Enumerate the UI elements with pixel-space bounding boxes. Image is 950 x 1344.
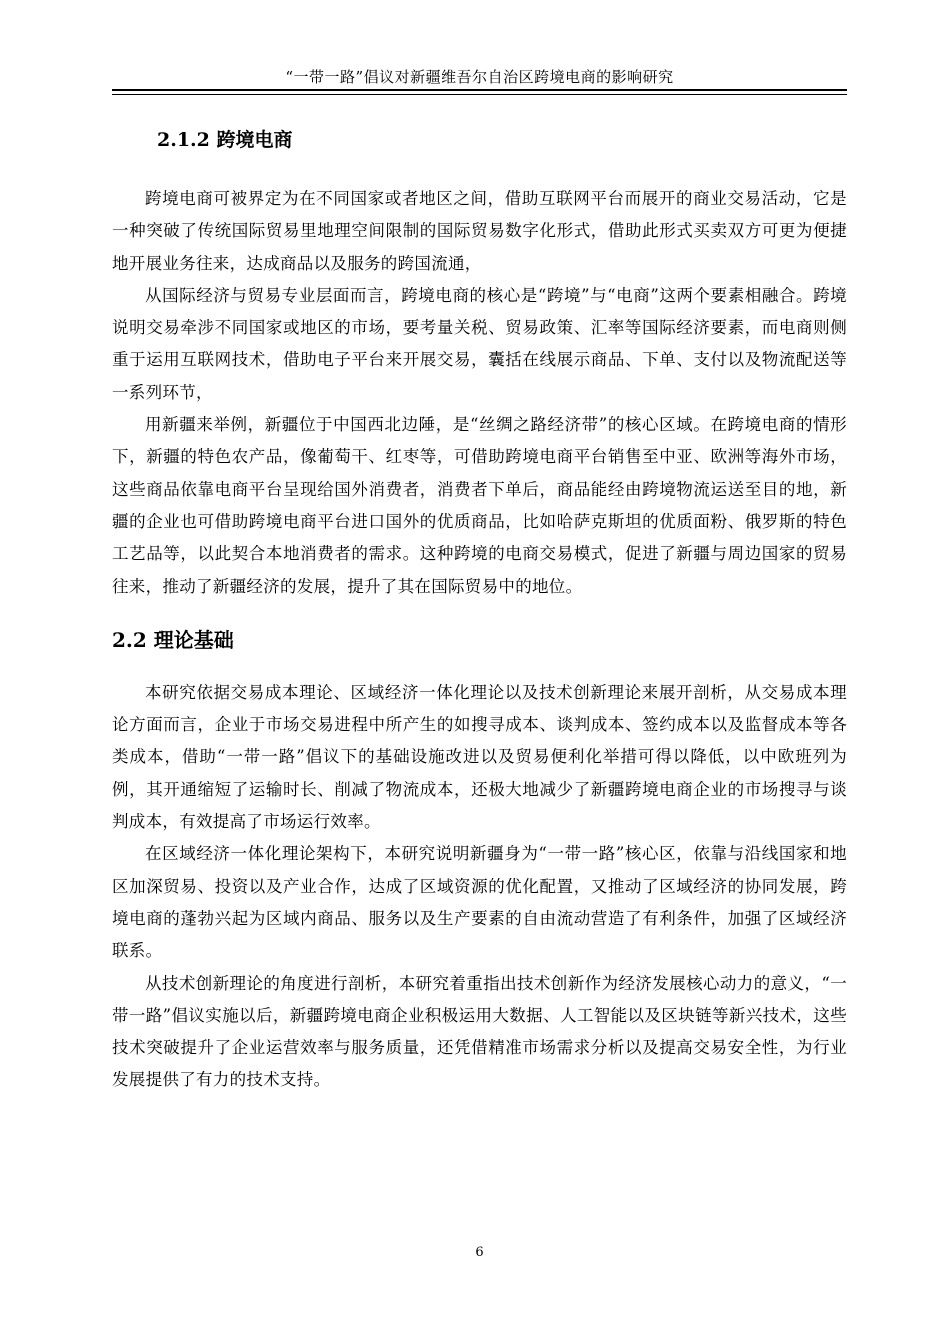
paragraph-xinjiang-example: 用新疆来举例，新疆位于中国西北边陲，是“丝绸之路经济带”的核心区域。在跨境电商的情形下，新疆的特色农产品，像葡萄干、红枣等，可借助跨境电商平台销售至中亚、欧洲等海外市场，这些商品依靠电商平台呈现给国外消费者，消费者下单后，商品能经由跨境物流运送至目的地，新疆的企业也可借助跨境电商平台进口国外的优质商品，比如哈萨克斯坦的优质面粉、俄罗斯的特色工艺品等，以此契合本地消费者的需求。这种跨境的电商交易模式，促进了新疆与周边国家的贸易往来，推动了新疆经济的发展，提升了其在国际贸易中的地位。	[112, 415, 847, 596]
section-heading-2-1-2: 2.1.2 跨境电商	[157, 129, 293, 151]
page-number: 6	[475, 1245, 484, 1260]
running-header: “一带一路”倡议对新疆维吾尔自治区跨境电商的影响研究	[285, 68, 674, 86]
paragraph-regional-integration-theory: 在区域经济一体化理论架构下，本研究说明新疆身为“一带一路”核心区，依靠与沿线国家和地区加深贸易、投资以及产业合作，达成了区域资源的优化配置，又推动了区域经济的协同发展，跨境电商的蓬勃兴起为区域内商品、服务以及生产要素的自由流动营造了有利条件，加强了区域经济联系。	[112, 844, 847, 961]
paragraph-cross-border-definition: 跨境电商可被界定为在不同国家或者地区之间，借助互联网平台而展开的商业交易活动，它是一种突破了传统国际贸易里地理空间限制的国际贸易数字化形式，借助此形式买卖双方可更为便捷地开展业务往来，达成商品以及服务的跨国流通，	[112, 189, 847, 273]
header-rule	[112, 89, 847, 91]
paragraph-technology-innovation-theory: 从技术创新理论的角度进行剖析，本研究着重指出技术创新作为经济发展核心动力的意义，“一带一路”倡议实施以后，新疆跨境电商企业积极运用大数据、人工智能以及区块链等新兴技术，这些技术突破提升了企业运营效率与服务质量，还凭借精准市场需求分析以及提高交易安全性，为行业发展提供了有力的技术支持。	[112, 973, 847, 1090]
section-heading-2-2: 2.2 理论基础	[112, 627, 234, 652]
header-rule-secondary	[112, 94, 847, 95]
page-body	[112, 119, 847, 1097]
paragraph-trade-perspective: 从国际经济与贸易专业层面而言，跨境电商的核心是“跨境”与“电商”这两个要素相融合。跨境说明交易牵涉不同国家或地区的市场，要考量关税、贸易政策、汇率等国际经济要素，而电商则侧重于运用互联网技术，借助电子平台来开展交易，囊括在线展示商品、下单、支付以及物流配送等一系列环节，	[112, 285, 847, 402]
paragraph-transaction-cost-theory: 本研究依据交易成本理论、区域经济一体化理论以及技术创新理论来展开剖析，从交易成本理论方面而言，企业于市场交易进程中所产生的如搜寻成本、谈判成本、签约成本以及监督成本等各类成本，借助“一带一路”倡议下的基础设施改进以及贸易便利化举措可得以降低，以中欧班列为例，其开通缩短了运输时长、削减了物流成本，还极大地减少了新疆跨境电商企业的市场搜寻与谈判成本，有效提高了市场运行效率。	[112, 682, 847, 832]
